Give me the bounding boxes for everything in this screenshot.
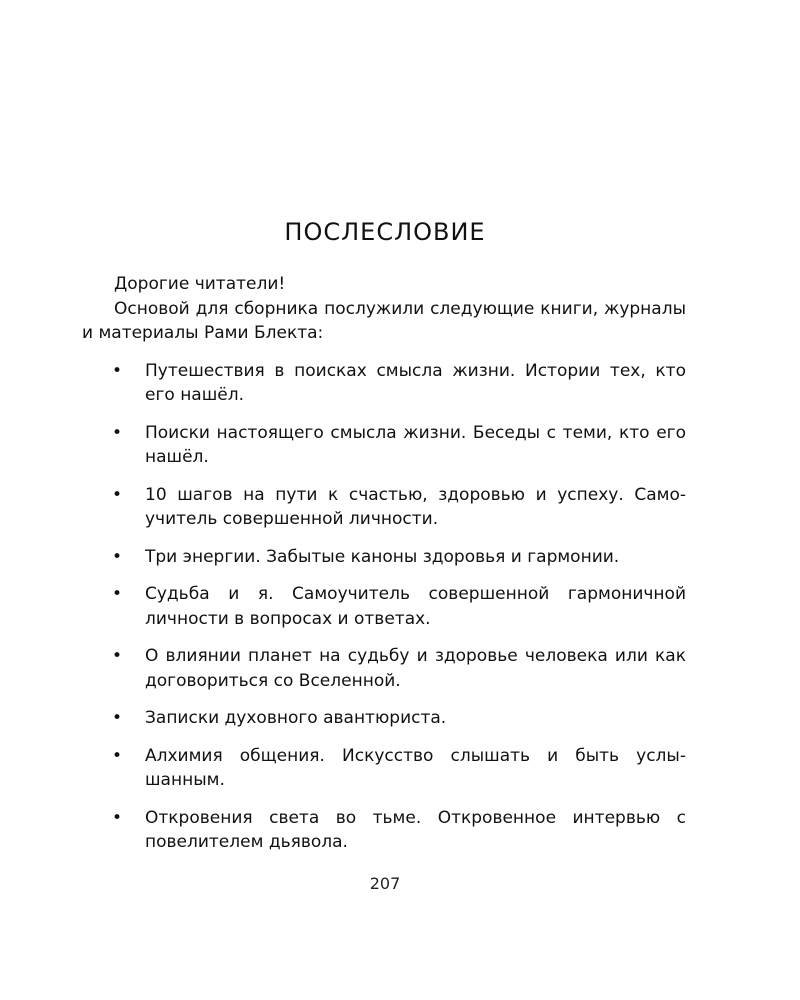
page-body: [82, 272, 686, 868]
book-title: Поиски настоящего смысла жизни. Беседы с теми, кто его нашёл.: [145, 422, 686, 467]
list-item: [82, 744, 686, 793]
bullet-icon: •: [112, 807, 123, 828]
book-title: Три энергии. Забытые каноны здоровья и гармонии.: [145, 546, 620, 567]
book-title: Путешествия в поисках смысла жизни. Истории тех, кто его нашёл.: [145, 360, 686, 405]
book-title: О влиянии планет на судьбу и здоровье человека или как договориться со Вселенной.: [145, 646, 686, 691]
book-title: Судьба и я. Самоучитель совершенной гармоничной личности в вопросах и ответах.: [145, 584, 686, 629]
book-title: Откровения света во тьме. Откровенное интервью с повелителем дьявола.: [145, 807, 686, 852]
list-item: [82, 644, 686, 693]
list-item: [82, 545, 686, 570]
book-title: Алхимия общения. Искусство слышать и быть услышанным.: [145, 745, 686, 790]
bullet-icon: •: [112, 708, 123, 728]
list-item: [82, 359, 686, 408]
intro-paragraph: Основой для сборника послужили следующие книги, журналы и материалы Рами Блекта:: [82, 298, 686, 343]
list-item: [82, 706, 686, 731]
bullet-icon: •: [112, 422, 123, 443]
list-item: [82, 582, 686, 631]
bullet-icon: •: [112, 360, 123, 381]
book-title: Записки духовного авантюриста.: [145, 708, 447, 728]
book-list: [82, 359, 686, 855]
bullet-icon: •: [112, 546, 123, 567]
list-item: [82, 806, 686, 855]
greeting: Дорогие читатели!: [114, 274, 286, 294]
list-item: [82, 421, 686, 470]
bullet-icon: •: [112, 646, 123, 666]
page-number: 207: [369, 874, 401, 893]
bullet-icon: •: [112, 584, 123, 604]
bullet-icon: •: [112, 484, 123, 505]
bullet-icon: •: [112, 745, 123, 766]
list-item: [82, 483, 686, 532]
book-title: 10 шагов на пути к счастью, здоровью и успеху. Самоучитель совершенной личности.: [145, 484, 686, 529]
chapter-title: ПОСЛЕСЛОВИЕ: [284, 218, 486, 246]
